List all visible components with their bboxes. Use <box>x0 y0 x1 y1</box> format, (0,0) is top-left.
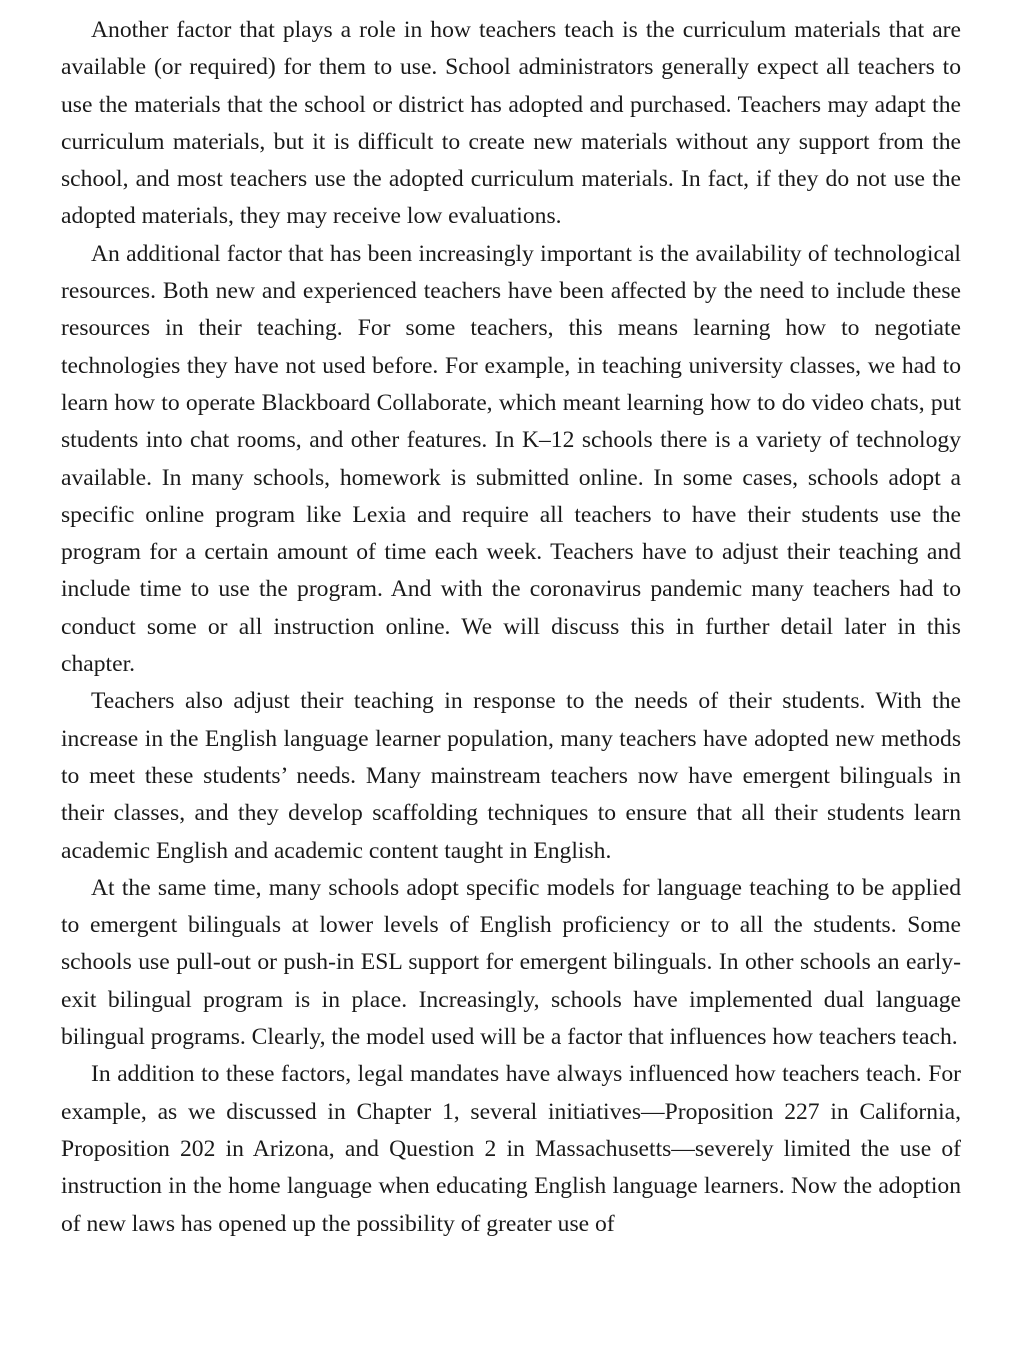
paragraph-student-needs: Teachers also adjust their teaching in response to the needs of their students. With the increase in the English language learner population, many teachers have adopted new methods to meet these students’ needs. Many mainstream teachers now have emergent bilinguals in their classes, and they develop scaffolding techniques to ensure that all their students learn academic English and academic content taught in English. <box>61 688 961 864</box>
paragraph-curriculum-materials: Another factor that plays a role in how teachers teach is the curriculum materials that are available (or required) for them to use. School administrators generally expect all teachers to use the materials that the school or district has adopted and purchased. Teachers may adapt the curriculum materials, but it is difficult to create new materials without any support from the school, and most teachers use the adopted curriculum materials. In fact, if they do not use the adopted materials, they may receive low evaluations. <box>61 17 961 230</box>
paragraph-legal-mandates: In addition to these factors, legal mandates have always influenced how teachers teach. For example, as we discussed in Chapter 1, several initiatives—Proposition 227 in California, Proposition 202 in Arizona, and Question 2 in Massachusetts—severely limited the use of instruction in the home language when educating English language learners. Now the adoption of new laws has opened up the possibility of greater use of <box>61 1061 961 1237</box>
paragraph-technological-resources: An additional factor that has been increasingly important is the availability of technological resources. Both new and experienced teachers have been affected by the need to include these resources in their teaching. For some teachers, this means learning how to negotiate technologies they have not used before. For example, in teaching university classes, we had to learn how to operate Blackboard Collaborate, which meant learning how to do video chats, put students into chat rooms, and other features. In K–12 schools there is a variety of technology available. In many schools, homework is submitted online. In some cases, schools adopt a specific online program like Lexia and require all teachers to have their students use the program for a certain amount of time each week. Teachers have to adjust their teaching and include time to use the program. And with the coronavirus pandemic many teachers had to conduct some or all instruction online. We will discuss this in further detail later in this chapter. <box>61 240 961 678</box>
paragraph-language-models: At the same time, many schools adopt specific models for language teaching to be applied to emergent bilinguals at lower levels of English proficiency or to all the students. Some schools use pull-out or push-in ESL support for emergent bilinguals. In other schools an early-exit bilingual program is in place. Increasingly, schools have implemented dual language bilingual programs. Clearly, the model used will be a factor that influences how teachers teach. <box>61 874 961 1051</box>
document-page <box>61 12 961 1243</box>
